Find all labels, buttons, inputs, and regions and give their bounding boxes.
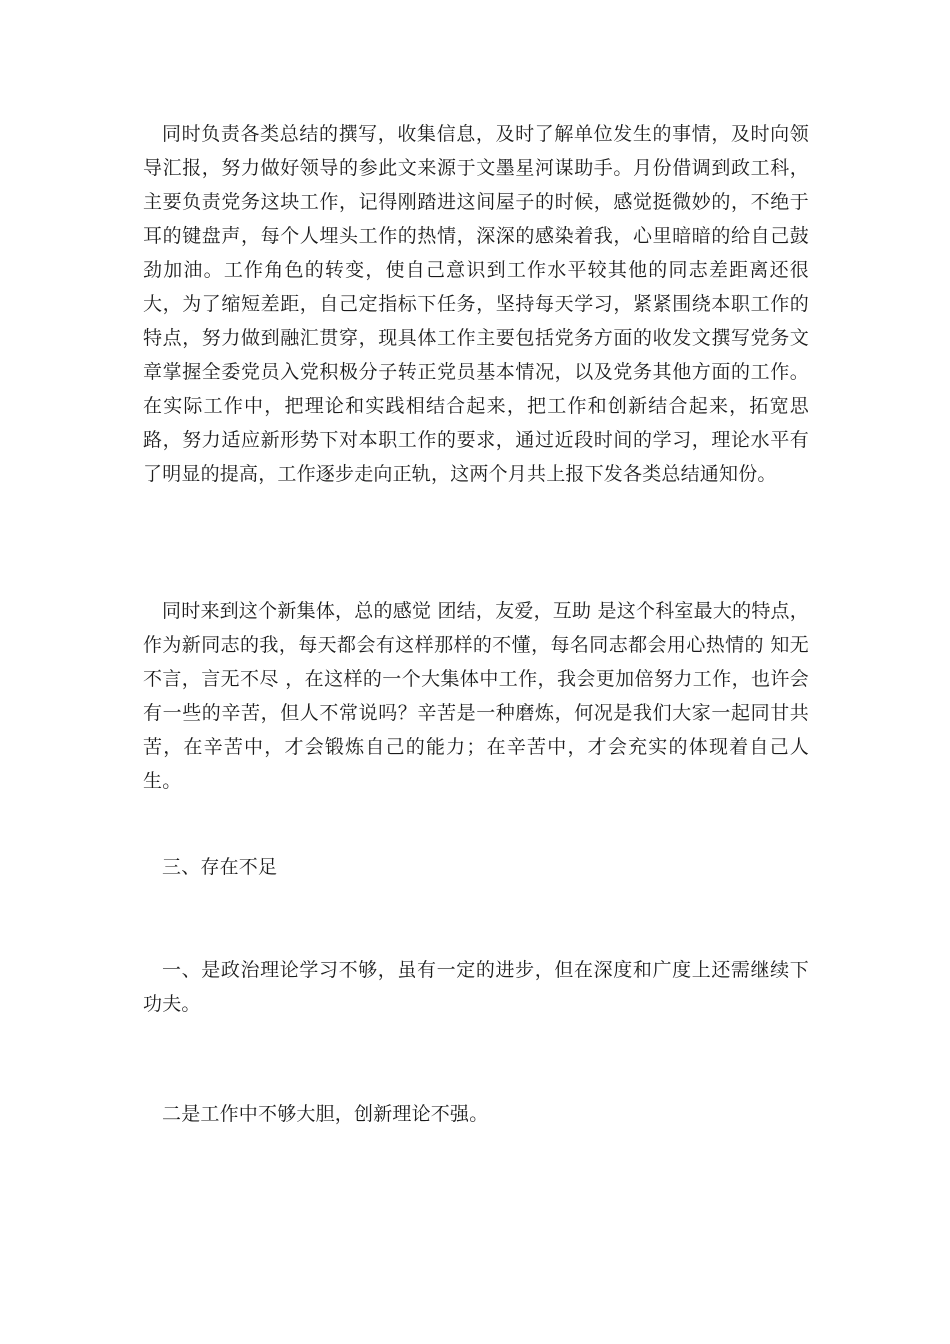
body-paragraph-team-feeling: 同时来到这个新集体，总的感觉 团结，友爱，互助 是这个科室最大的特点，作为新同志的我，每天都会有这样那样的不懂，每名同志都会用心热情的 知无不言，言无不尽 ，在这样的一个大集体中工作，我会更加倍努力工作，也许会有一些的辛苦，但人不常说吗？辛苦是一种磨炼，何况是我们大家一起同甘共苦，在辛苦中，才会锻炼自己的能力；在辛苦中，才会充实的体现着自己人生。 [143, 600, 809, 792]
body-paragraph-work-summary: 同时负责各类总结的撰写，收集信息，及时了解单位发生的事情，及时向领导汇报，努力做好领导的参此文来源于文墨星河谋助手。月份借调到政工科，主要负责党务这块工作，记得刚踏进这间屋子的时候，感觉挺微妙的，不绝于耳的键盘声，每个人埋头工作的热情，深深的感染着我，心里暗暗的给自己鼓劲加油。工作角色的转变，使自己意识到工作水平较其他的同志差距离还很大，为了缩短差距，自己定指标下任务，坚持每天学习，紧紧围绕本职工作的特点，努力做到融汇贯穿，现具体工作主要包括党务方面的收发文撰写党务文章掌握全委党员入党积极分子转正党员基本情况，以及党务其他方面的工作。在实际工作中，把理论和实践相结合起来，把工作和创新结合起来，拓宽思路，努力适应新形势下对本职工作的要求，通过近段时间的学习，理论水平有了明显的提高，工作逐步走向正轨，这两个月共上报下发各类总结通知份。 [143, 123, 809, 485]
body-paragraph-shortcoming-two: 二是工作中不够大胆，创新理论不强。 [162, 1103, 489, 1125]
body-paragraph-shortcoming-one: 一、是政治理论学习不够，虽有一定的进步，但在深度和广度上还需继续下功夫。 [143, 959, 809, 1015]
section-heading-shortcomings: 三、存在不足 [162, 856, 278, 878]
